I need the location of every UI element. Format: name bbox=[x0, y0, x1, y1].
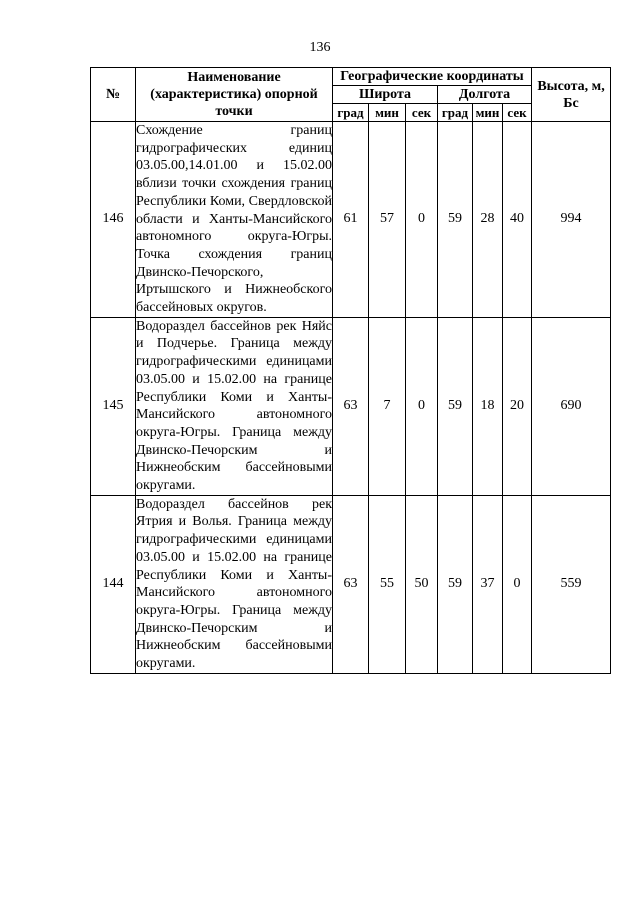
row-description: Водораздел бассейнов рек Няйс и Подчерье. Граница между гидрографическими единицами 03.05.00 и 15.02.00 на границе Республики Коми и Ханты-Мансийского автономного округа-Югры. Граница между Двинско-Печорским и Нижнеобским бассейновыми округами. bbox=[136, 317, 333, 495]
lon-min: 28 bbox=[473, 122, 503, 318]
lon-deg: 59 bbox=[438, 122, 473, 318]
lat-deg: 63 bbox=[333, 495, 369, 673]
header-lon-min: мин bbox=[473, 104, 503, 122]
lat-sec: 50 bbox=[406, 495, 438, 673]
height-value: 994 bbox=[532, 122, 611, 318]
table-row bbox=[91, 495, 611, 673]
lon-min: 37 bbox=[473, 495, 503, 673]
reference-points-table bbox=[90, 67, 611, 674]
lat-min: 57 bbox=[369, 122, 406, 318]
header-longitude: Долгота bbox=[438, 86, 532, 104]
lat-deg: 63 bbox=[333, 317, 369, 495]
header-lat-deg: град bbox=[333, 104, 369, 122]
lat-min: 55 bbox=[369, 495, 406, 673]
lat-sec: 0 bbox=[406, 122, 438, 318]
header-coordinates: Географические координаты bbox=[333, 68, 532, 86]
row-description: Водораздел бассейнов рек Ятрия и Волья. Граница между гидрографическими единицами 03.05.00 и 15.02.00 на границе Республики Коми и Ханты-Мансийского автономного округа-Югры. Граница между Двинско-Печорским и Нижнеобским бассейновыми округами. bbox=[136, 495, 333, 673]
lat-deg: 61 bbox=[333, 122, 369, 318]
lon-min: 18 bbox=[473, 317, 503, 495]
height-value: 559 bbox=[532, 495, 611, 673]
lon-deg: 59 bbox=[438, 495, 473, 673]
lon-deg: 59 bbox=[438, 317, 473, 495]
page-number: 136 bbox=[309, 40, 331, 55]
lon-sec: 20 bbox=[503, 317, 532, 495]
header-lat-sec: сек bbox=[406, 104, 438, 122]
lon-sec: 0 bbox=[503, 495, 532, 673]
header-name: Наименование (характеристика) опорной точки bbox=[136, 68, 333, 122]
header-latitude: Широта bbox=[333, 86, 438, 104]
table-row bbox=[91, 317, 611, 495]
header-lon-sec: сек bbox=[503, 104, 532, 122]
header-height: Высота, м, Бс bbox=[532, 68, 611, 122]
row-number: 144 bbox=[91, 495, 136, 673]
row-description: Схождение границ гидрографических единиц 03.05.00,14.01.00 и 15.02.00 вблизи точки схождения границ Республики Коми, Свердловской области и Ханты-Мансийского автономного округа-Югры. Точка схождения границ Двинско-Печорского, Иртышского и Нижнеобского бассейновых округов. bbox=[136, 122, 333, 318]
row-number: 146 bbox=[91, 122, 136, 318]
header-lat-min: мин bbox=[369, 104, 406, 122]
row-number: 145 bbox=[91, 317, 136, 495]
header-lon-deg: град bbox=[438, 104, 473, 122]
table-row bbox=[91, 122, 611, 318]
header-number: № bbox=[91, 68, 136, 122]
lon-sec: 40 bbox=[503, 122, 532, 318]
lat-sec: 0 bbox=[406, 317, 438, 495]
height-value: 690 bbox=[532, 317, 611, 495]
lat-min: 7 bbox=[369, 317, 406, 495]
